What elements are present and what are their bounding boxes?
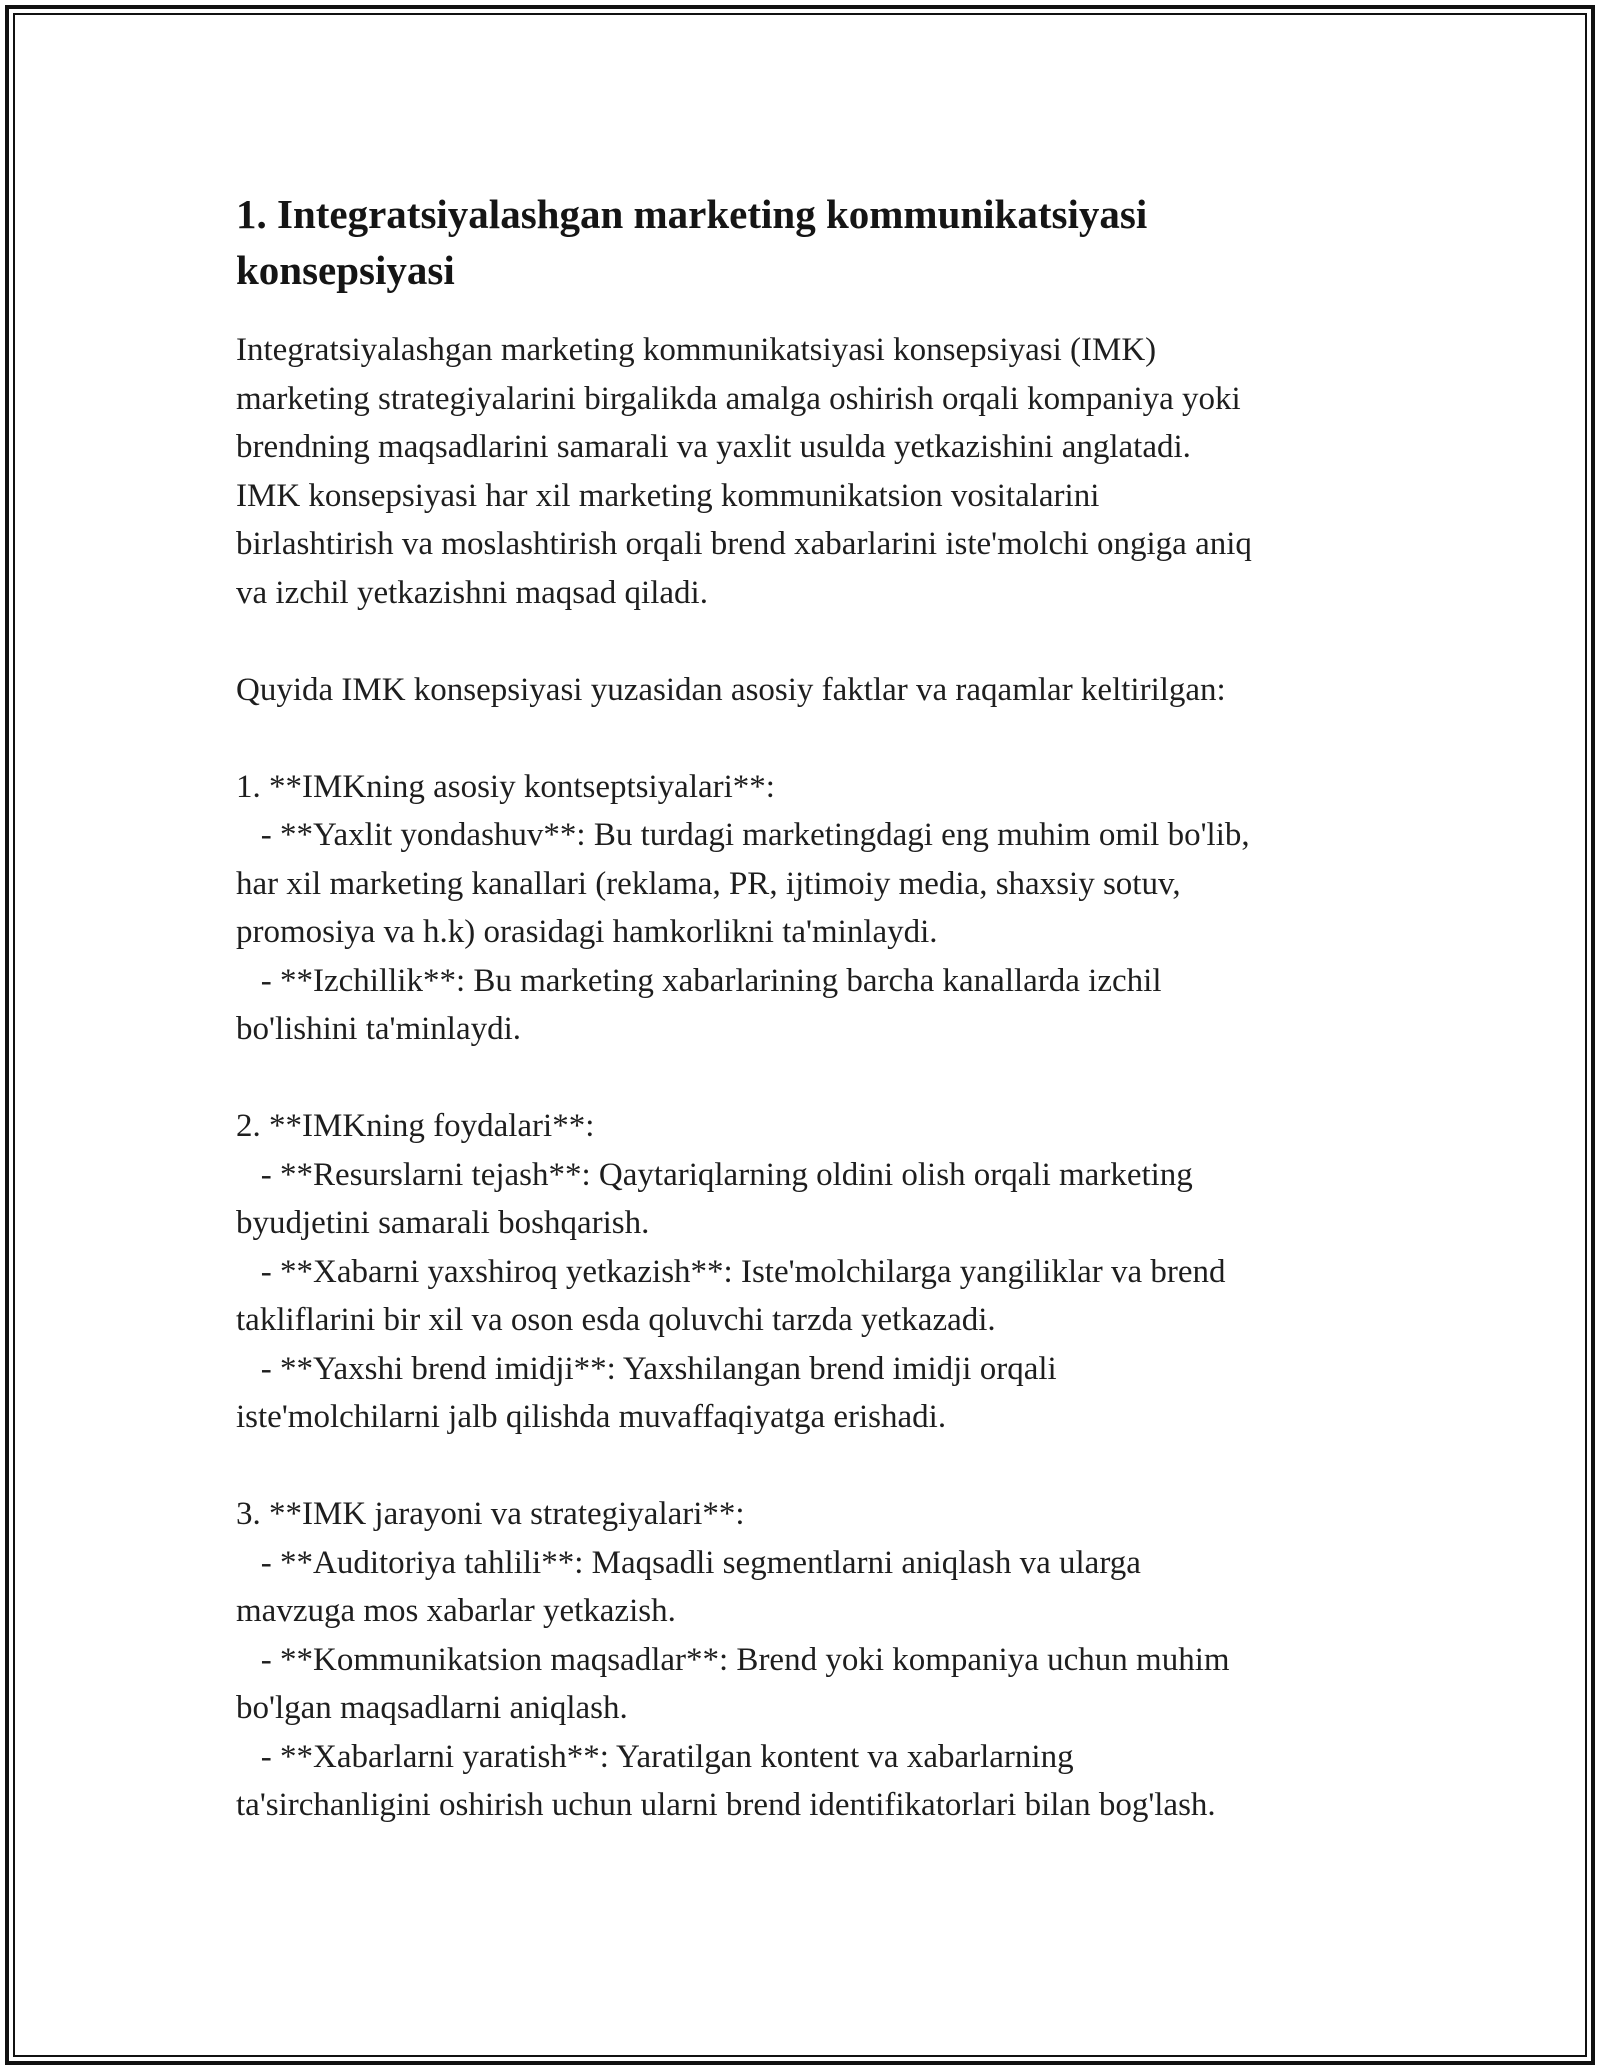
document-content [236, 186, 1396, 1830]
document-body: Integratsiyalashgan marketing kommunikatsiyasi konsepsiyasi (IMK) marketing strategiyalarini birgalikda amalga oshirish orqali kompaniya yoki brendning maqsadlarini samarali va yaxlit usulda yetkazishini anglatadi. IMK konsepsiyasi har xil marketing kommunikatsion vositalarini birlashtirish va moslashtirish orqali brend xabarlarini iste'molchi ongiga aniq va izchil yetkazishni maqsad qiladi. Quyida IMK konsepsiyasi yuzasidan asosiy faktlar va raqamlar keltirilgan: 1. **IMKning asosiy kontseptsiyalari**: - **Yaxlit yondashuv**: Bu turdagi marketingdagi eng muhim omil bo'lib, har xil marketing kanallari (reklama, PR, ijtimoiy media, shaxsiy sotuv, promosiya va h.k) orasidagi hamkorlikni ta'minlaydi. - **Izchillik**: Bu marketing xabarlarining barcha kanallarda izchil bo'lishini ta'minlaydi. 2. **IMKning foydalari**: - **Resurslarni tejash**: Qaytariqlarning oldini olish orqali marketing byudjetini samarali boshqarish. - **Xabarni yaxshiroq yetkazish**: Iste'molchilarga yangiliklar va brend takliflarini bir xil va oson esda qoluvchi tarzda yetkazadi. - **Yaxshi brend imidji**: Yaxshilangan brend imidji orqali iste'molchilarni jalb qilishda muvaffaqiyatga erishadi. 3. **IMK jarayoni va strategiyalari**: - **Auditoriya tahlili**: Maqsadli segmentlarni aniqlash va ularga mavzuga mos xabarlar yetkazish. - **Kommunikatsion maqsadlar**: Brend yoki kompaniya uchun muhim bo'lgan maqsadlarni aniqlash. - **Xabarlarni yaratish**: Yaratilgan kontent va xabarlarning ta'sirchanligini oshirish uchun ularni brend identifikatorlari bilan bog'lash. [236, 332, 1252, 1823]
document-title: 1. Integratsiyalashgan marketing kommunikatsiyasi konsepsiyasi [236, 191, 1148, 293]
